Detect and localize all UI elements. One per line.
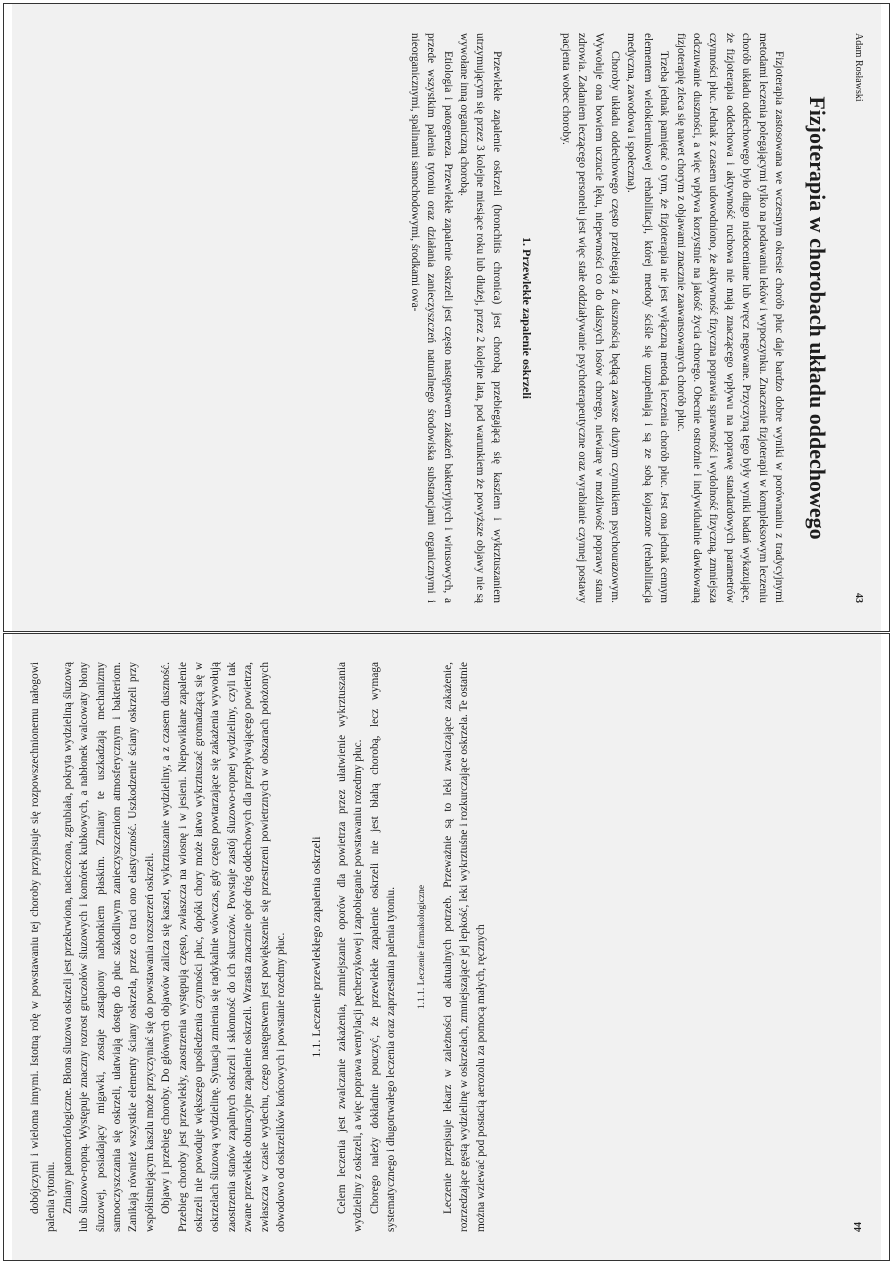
scanned-page-background <box>12 634 881 1260</box>
paragraph: Etiologia i patogeneza. Przewlekłe zapalenie oskrzeli jest często następstwem zakażeń bakteryjnych i wirusowych, a przede wszystkim palenia tytoniu oraz działania zanieczyszczeń naturalnego środowiska substancjami organicznymi i nieorganicznymi, spalinami samochodowymi, środkami owa- <box>408 32 454 603</box>
section-heading: 1. Przewlekłe zapalenie oskrzeli <box>519 236 534 399</box>
scan-sheet-top <box>3 3 890 632</box>
paragraph: Fizjoterapia zastosowana we wczesnym okresie chorób płuc daje bardzo dobre wyniki w porównaniu z tradycyjnymi metodami leczenia polegającymi tylko na podawaniu leków i wypoczynku. Znaczenie fizjoterapii w kompleksowym leczeniu chorób układu oddechowego było długo niedoceniane lub wręcz negowane. Przyczyną tego były wyniki badań wykazujące, że fizjoterapia oddechowa i aktywność ruchowa nie mają znaczącego wpływu na poprawę standardowych parametrów czynności płuc. Jednak z czasem udowodniono, że aktywność fizyczna poprawia sprawność i wydolność fizyczną, zmniejsza odczuwanie duszności, a więc wpływa korzystnie na jakość życia chorego. Obecnie ostrożnie i indywidualnie dawkowaną fizjoterapię zleca się nawet chorym z objawami znacznie zaawansowanych chorób płuc. <box>674 32 785 603</box>
paragraph: Leczenie przepisuje lekarz w zależności od aktualnych potrzeb. Przeważnie są to leki zwalczające zakażenie, rozrzedzające gęstą wydzielinę w oskrzelach, zmniejszające jej lepkość, leki wykrztuśne i rozkurczające oskrzela. Te ostatnie można wziewać pod postacią aerozolu za pomocą małych, ręcznych <box>441 662 487 1232</box>
chapter-title: Fizjoterapia w chorobach układu oddechowego <box>804 95 830 540</box>
page-number: 43 <box>852 592 864 603</box>
subsection-heading: 1.1. Leczenie przewlekłego zapalenia oskrzeli <box>308 836 322 1058</box>
author-name: Adam Rosławski <box>852 32 864 102</box>
page-number: 44 <box>852 1222 864 1232</box>
paragraph: Trzeba jednak pamiętać o tym, że fizjoterapia nie jest wyłączną metodą leczenia chorób płuc. Jest ona jednak cennym elementem wielokierunkowej rehabilitacji, której metody ściśle się uzupełniają i są ze sobą kojarzone (rehabilitacja medyczna, zawodowa i społeczna). <box>624 32 670 603</box>
scanned-page-background <box>12 4 881 631</box>
paragraph: Objawy i przebieg choroby. Do głównych objawów zalicza się kaszel, wykrztuszanie wydzieliny, a z czasem duszność. Przebieg choroby jest przewlekły, zaostrzenia występują często, zwłaszcza na wiosnę i w jesieni. Niepowikłane zapalenie oskrzeli nie powoduje większego upośledzenia czynności płuc, dopóki chory może łatwo wykrztuszać gromadzącą się w oskrzelach śluzową wydzielinę. Sytuacja zmienia się radykalnie wówczas, gdy często powtarzające się zakażenia wywołują zaostrzenia stanów zapalnych oskrzeli i skłonność do ich skurczów. Powstaje zastój śluzowo-ropnej wydzieliny, czyli tak zwane przewlekłe obturacyjne zapalenie oskrzeli. Wzrasta znacznie opór dróg oddechowych dla przepływającego powietrza, zwłaszcza w czasie wydechu, czego następstwem jest powiększenie się przestrzeni powietrznych w obszarach położonych obwodowo od oskrzelików końcowych i powstanie rozedmy płuc. <box>159 662 287 1232</box>
running-header <box>849 33 867 603</box>
page-44 <box>27 662 867 1232</box>
page-43 <box>27 33 867 603</box>
scan-sheet-bottom <box>3 633 890 1261</box>
subsubsection-heading: 1.1.1. Leczenie farmakologiczne <box>416 884 427 1010</box>
paragraph: Celem leczenia jest zwalczanie zakażenia, zmniejszanie oporów dla powietrza przez ułatwienie wykrztuszania wydzieliny z oskrzeli, a więc poprawa wentylacji pęcherzykowej i zapobieganie powstawaniu rozedmy płuc. <box>335 662 364 1232</box>
paragraph: Choroby układu oddechowego często przebiegają z dusznością będącą zawsze dużym czynnikiem psychourazowym. Wywołuje ona bowiem uczucie lęku, niepewności co do dalszych losów chorego, niewiarę w możliwość poprawy stanu zdrowia. Zadaniem leczącego personelu jest więc stałe oddziaływanie psychoterapeutyczne oraz wyrabianie czynnej postawy pacjenta wobec choroby. <box>559 32 621 603</box>
paragraph: Chorego należy dokładnie pouczyć, że przewlekłe zapalenie oskrzeli nie jest błahą chorobą, lecz wymaga systematycznego i długotrwałego leczenia oraz zaprzestania palenia tytoniu. <box>368 662 397 1232</box>
paragraph: Przewlekłe zapalenie oskrzeli (bronchitis chronica) jest chorobą przebiegającą się kaszlem i wykrztuszaniem utrzymującym się przez 3 kolejne miesiące roku lub dłużej, przez 2 kolejne lata, pod warunkiem że powyższe objawy nie są wywołane inną organiczną chorobą. <box>457 32 503 603</box>
paragraph: Zmiany patomorfologiczne. Błona śluzowa oskrzeli jest przekrwiona, nacieczona, zgrubiała, pokryta wydzieliną śluzową lub śluzowo-ropną. Występuje znaczny rozrost gruczołów śluzowych i komórek kubkowych, a nabłonek walcowaty błony śluzowej, posiadający migawki, zostaje zastąpiony nabłonkiem płaskim. Zmiany te uszkadzają mechanizmy samooczyszczania się oskrzeli, ułatwiają dostęp do płuc szkodliwym zanieczyszczeniom atmosferycznym i bakteriom. Zanikają również wszystkie elementy ściany oskrzela, przez co traci ono elastyczność. Uszkodzenie ściany oskrzeli przy współistniejącym kaszlu może przyczyniać się do powstawania rozszerzeń oskrzeli. <box>61 662 156 1232</box>
paragraph: dobójczymi i wieloma innymi. Istotną rolę w powstawaniu tej choroby przypisuje się rozpowszechnionemu nałogowi palenia tytoniu. <box>28 662 57 1232</box>
